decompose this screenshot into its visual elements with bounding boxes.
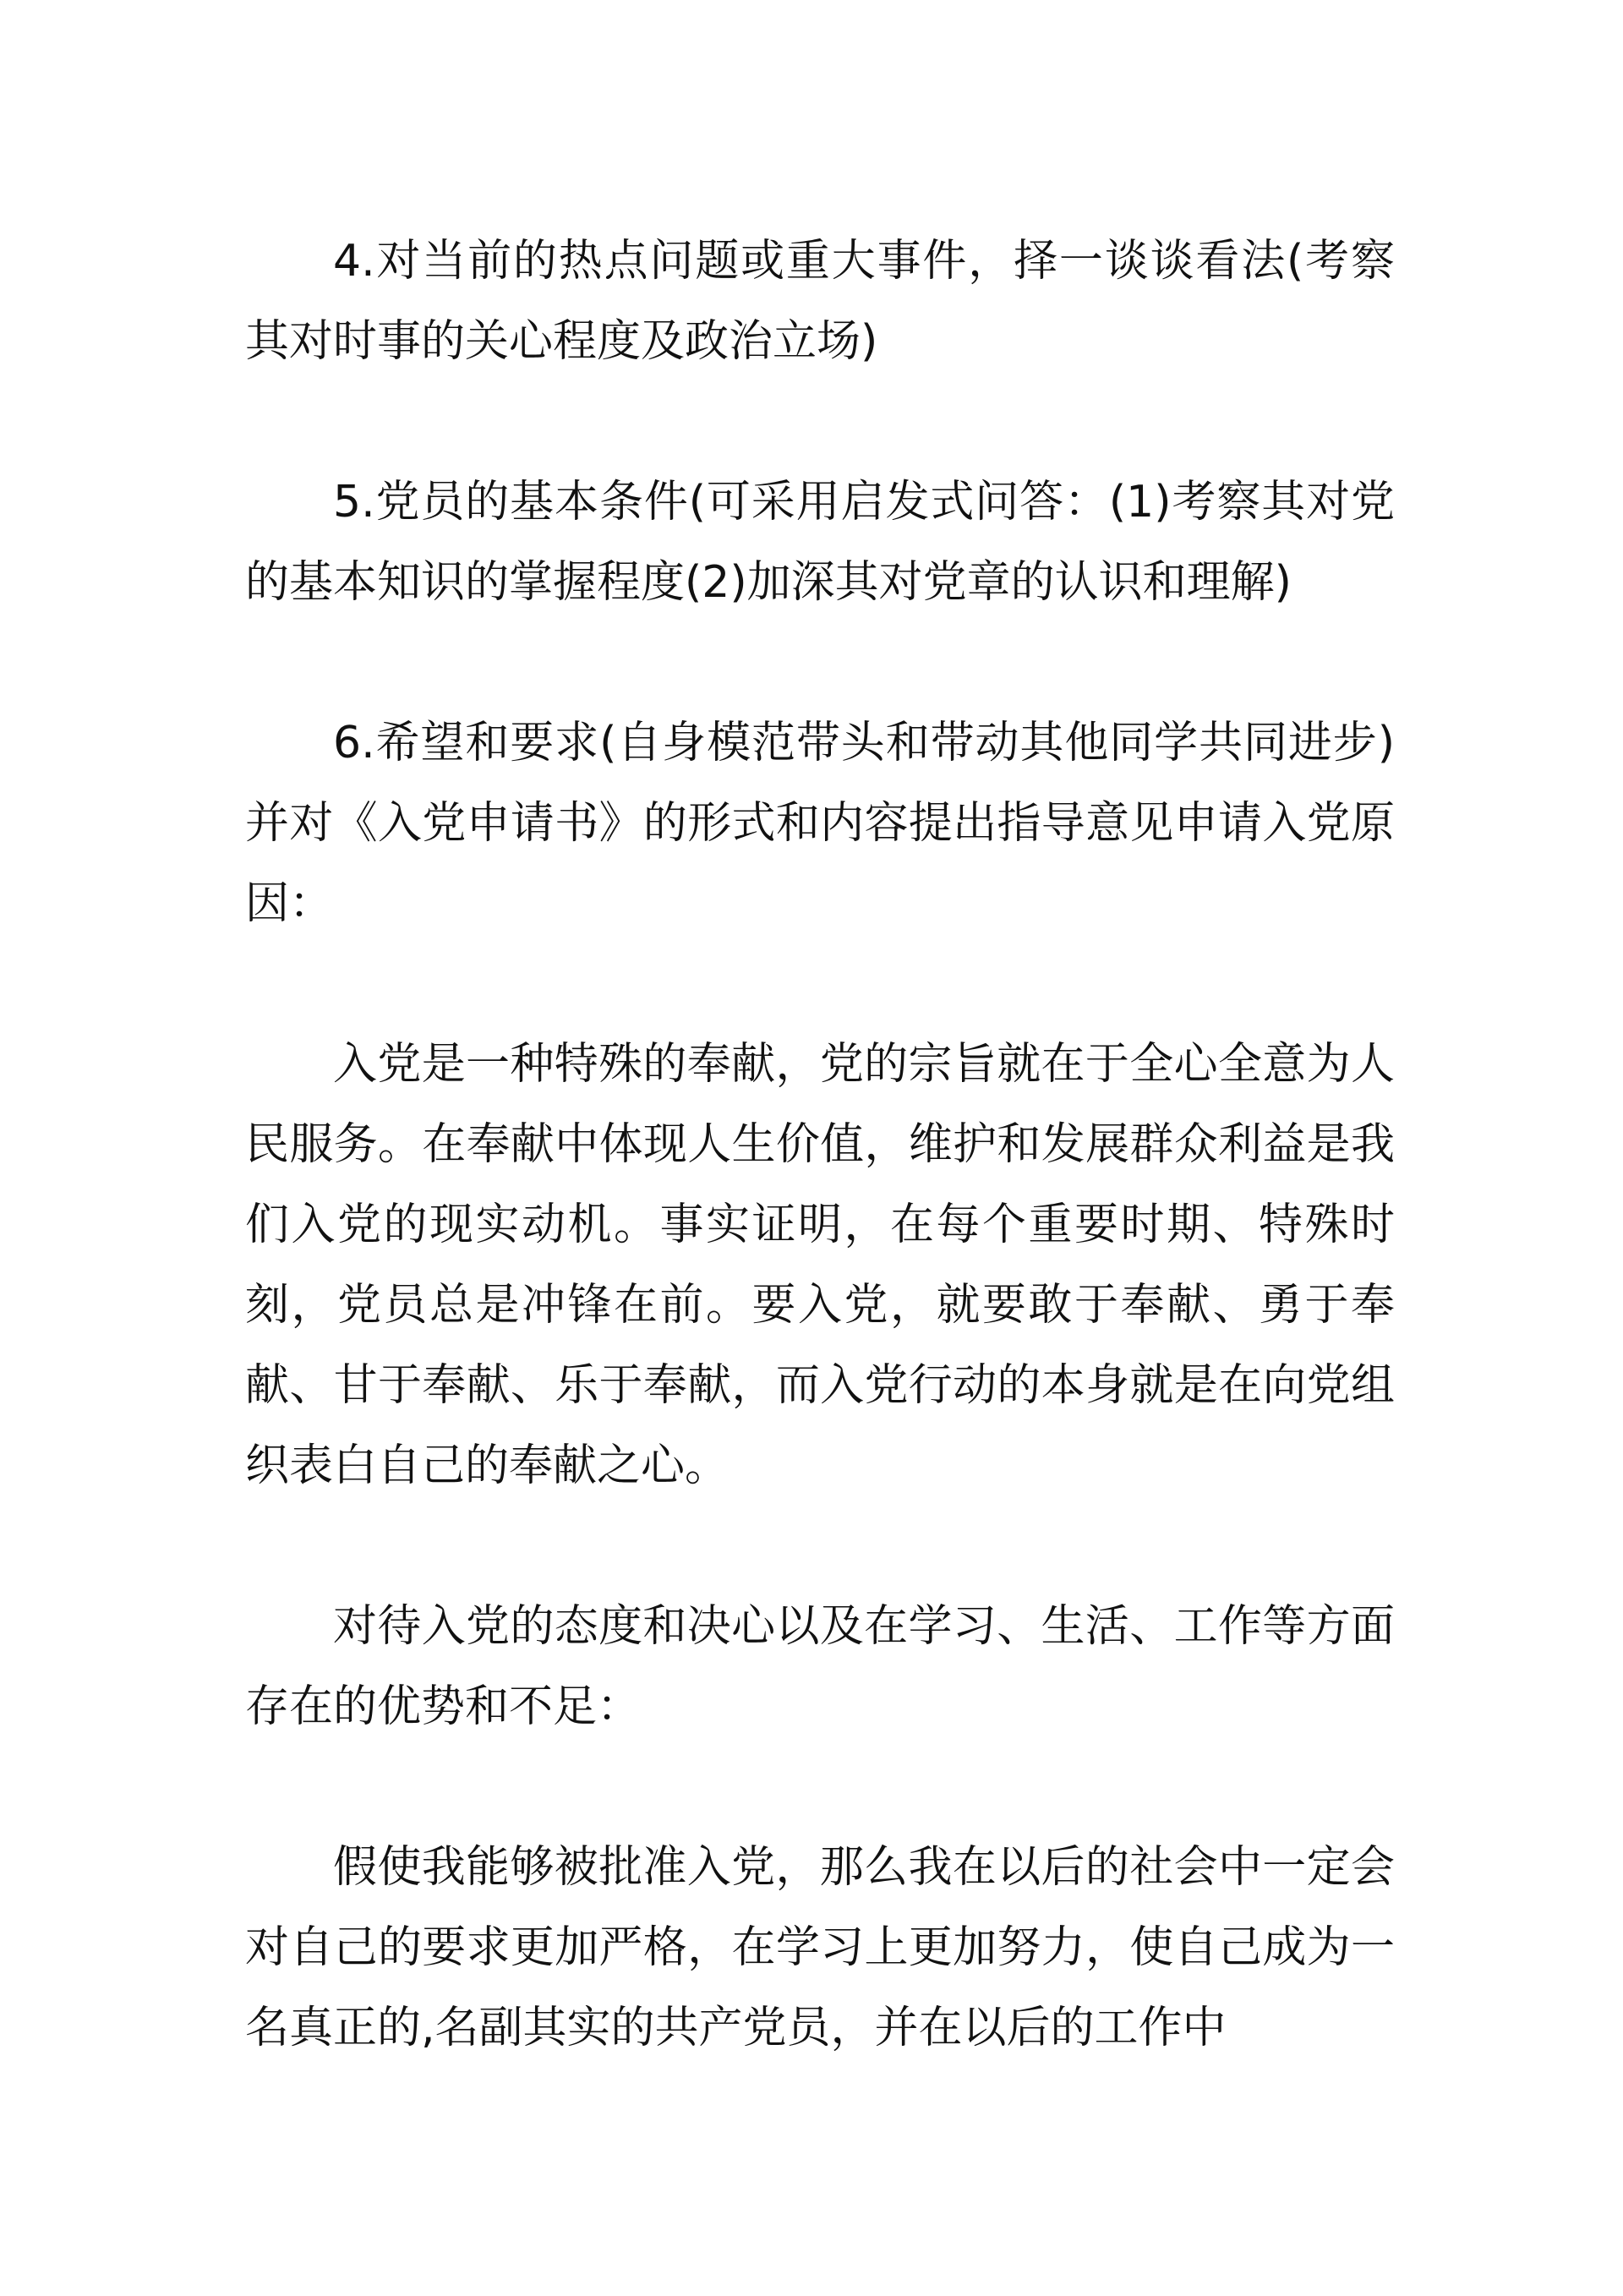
paragraph-joining-reason: 入党是一种特殊的奉献，党的宗旨就在于全心全意为人民服务。在奉献中体现人生价值，维护和发展群众利益是我们入党的现实动机。事实证明，在每个重要时期、特殊时刻，党员总是冲锋在前。要入党，就要敢于奉献、勇于奉献、甘于奉献、乐于奉献，而入党行动的本身就是在向党组织表白自己的奉献之心。 bbox=[245, 1039, 1395, 1491]
document-body bbox=[245, 221, 1395, 2149]
paragraph-item-4: 4.对当前的热点问题或重大事件，择一谈谈看法(考察其对时事的关心程度及政治立场) bbox=[245, 236, 1395, 367]
paragraph-commitment: 假使我能够被批准入党，那么我在以后的社会中一定会对自己的要求更加严格，在学习上更加努力，使自己成为一名真正的,名副其实的共产党员，并在以后的工作中 bbox=[245, 1842, 1395, 2053]
paragraph-item-5: 5.党员的基本条件(可采用启发式问答：(1)考察其对党的基本知识的掌握程度(2)加深其对党章的认识和理解) bbox=[245, 477, 1395, 608]
paragraph-item-6: 6.希望和要求(自身模范带头和带动其他同学共同进步)并对《入党申请书》的形式和内容提出指导意见申请入党原因： bbox=[245, 718, 1395, 929]
paragraph-attitude-heading: 对待入党的态度和决心以及在学习、生活、工作等方面存在的优势和不足： bbox=[245, 1601, 1395, 1732]
